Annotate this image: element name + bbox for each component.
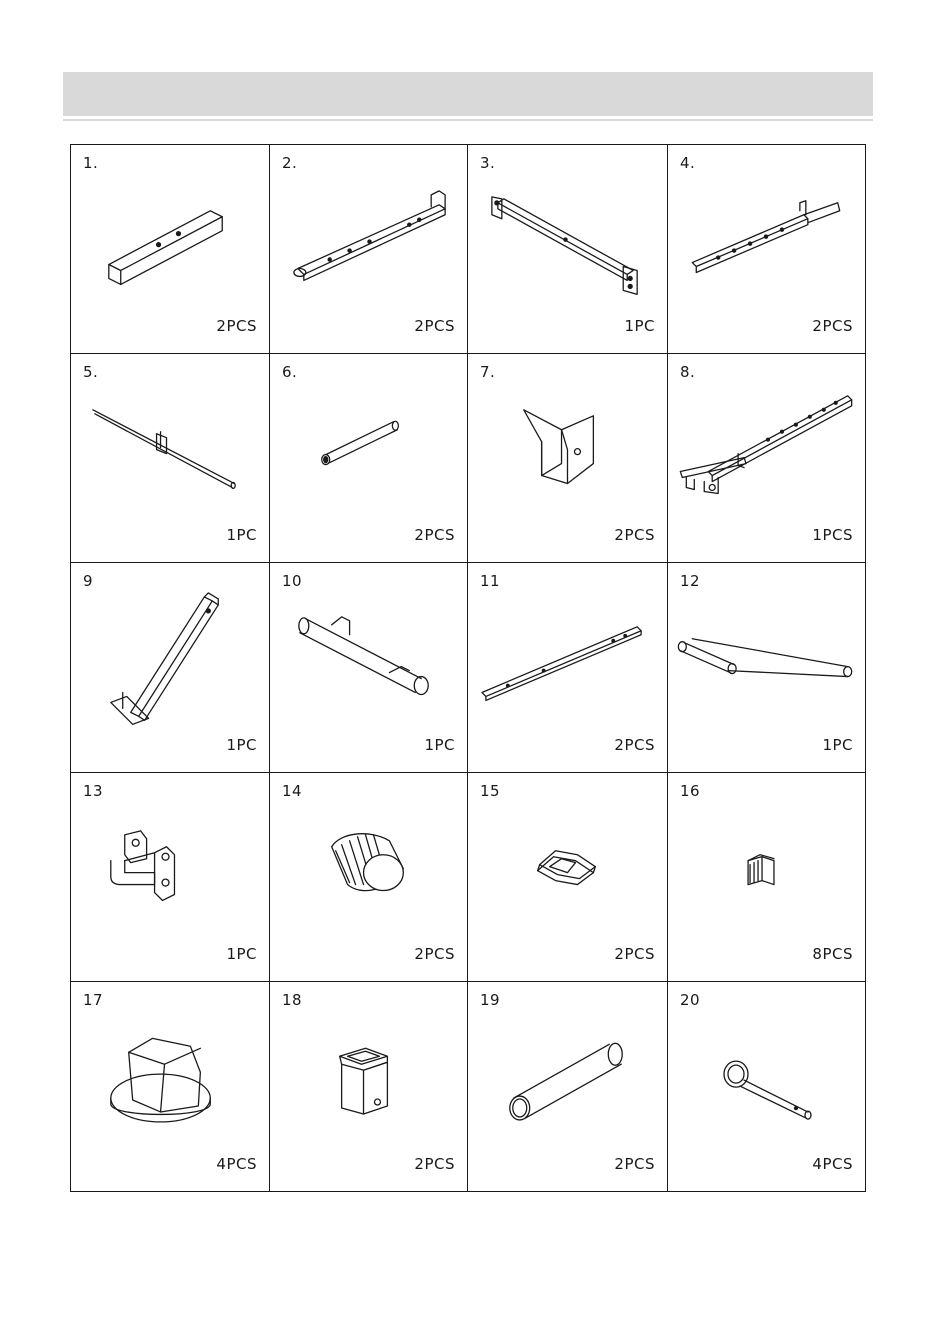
part-cell bbox=[668, 773, 865, 982]
part-cell bbox=[71, 773, 270, 982]
part-number: 10 bbox=[282, 572, 303, 591]
part-cell bbox=[270, 773, 468, 982]
part-quantity: 2PCS bbox=[414, 944, 455, 963]
part-quantity: 2PCS bbox=[414, 1154, 455, 1173]
part-cell bbox=[71, 354, 270, 563]
part-quantity: 2PCS bbox=[614, 944, 655, 963]
part-number: 7. bbox=[480, 363, 496, 382]
part-cell bbox=[71, 563, 270, 772]
part-number: 13 bbox=[83, 781, 104, 800]
part-quantity: 4PCS bbox=[216, 1154, 257, 1173]
part-quantity: 2PCS bbox=[414, 526, 455, 545]
part-quantity: 2PCS bbox=[614, 1154, 655, 1173]
part-number: 2. bbox=[282, 154, 298, 172]
part-number: 12 bbox=[680, 572, 701, 591]
part-number: 1. bbox=[83, 154, 99, 172]
part-number: 16 bbox=[680, 781, 701, 800]
part-quantity: 2PCS bbox=[414, 317, 455, 336]
part-number: 9 bbox=[83, 572, 94, 591]
part-cell bbox=[668, 982, 865, 1191]
part-quantity: 8PCS bbox=[812, 944, 853, 963]
part-quantity: 4PCS bbox=[812, 1154, 853, 1173]
part-number: 20 bbox=[680, 990, 701, 1009]
part-quantity: 2PCS bbox=[812, 317, 853, 336]
part-cell bbox=[468, 145, 668, 354]
part-cell bbox=[468, 563, 668, 772]
part-quantity: 1PCS bbox=[812, 526, 853, 545]
part-cell bbox=[270, 145, 468, 354]
part-cell bbox=[468, 354, 668, 563]
part-number: 11 bbox=[480, 572, 501, 591]
part-cell bbox=[468, 773, 668, 982]
part-cell bbox=[270, 563, 468, 772]
part-number: 5. bbox=[83, 363, 99, 382]
part-number: 4. bbox=[680, 154, 696, 172]
part-quantity: 2PCS bbox=[614, 526, 655, 545]
part-quantity: 1PC bbox=[624, 317, 655, 336]
header-bar bbox=[63, 72, 873, 116]
part-number: 18 bbox=[282, 990, 303, 1009]
part-number: 15 bbox=[480, 781, 501, 800]
part-cell bbox=[71, 145, 270, 354]
parts-grid bbox=[70, 144, 866, 1192]
part-number: 6. bbox=[282, 363, 298, 382]
part-cell bbox=[668, 354, 865, 563]
part-number: 8. bbox=[680, 363, 696, 382]
header-rule bbox=[63, 119, 873, 121]
part-quantity: 2PCS bbox=[614, 735, 655, 754]
part-quantity: 2PCS bbox=[216, 317, 257, 336]
part-cell bbox=[270, 354, 468, 563]
part-quantity: 1PC bbox=[822, 735, 853, 754]
part-quantity: 1PC bbox=[226, 526, 257, 545]
part-cell bbox=[270, 982, 468, 1191]
part-cell bbox=[468, 982, 668, 1191]
part-quantity: 1PC bbox=[226, 944, 257, 963]
part-number: 17 bbox=[83, 990, 104, 1009]
part-cell bbox=[668, 563, 865, 772]
part-quantity: 1PC bbox=[226, 735, 257, 754]
part-number: 3. bbox=[480, 154, 496, 172]
part-number: 19 bbox=[480, 990, 501, 1009]
part-number: 14 bbox=[282, 781, 303, 800]
part-cell bbox=[71, 982, 270, 1191]
part-cell bbox=[668, 145, 865, 354]
part-quantity: 1PC bbox=[424, 735, 455, 754]
